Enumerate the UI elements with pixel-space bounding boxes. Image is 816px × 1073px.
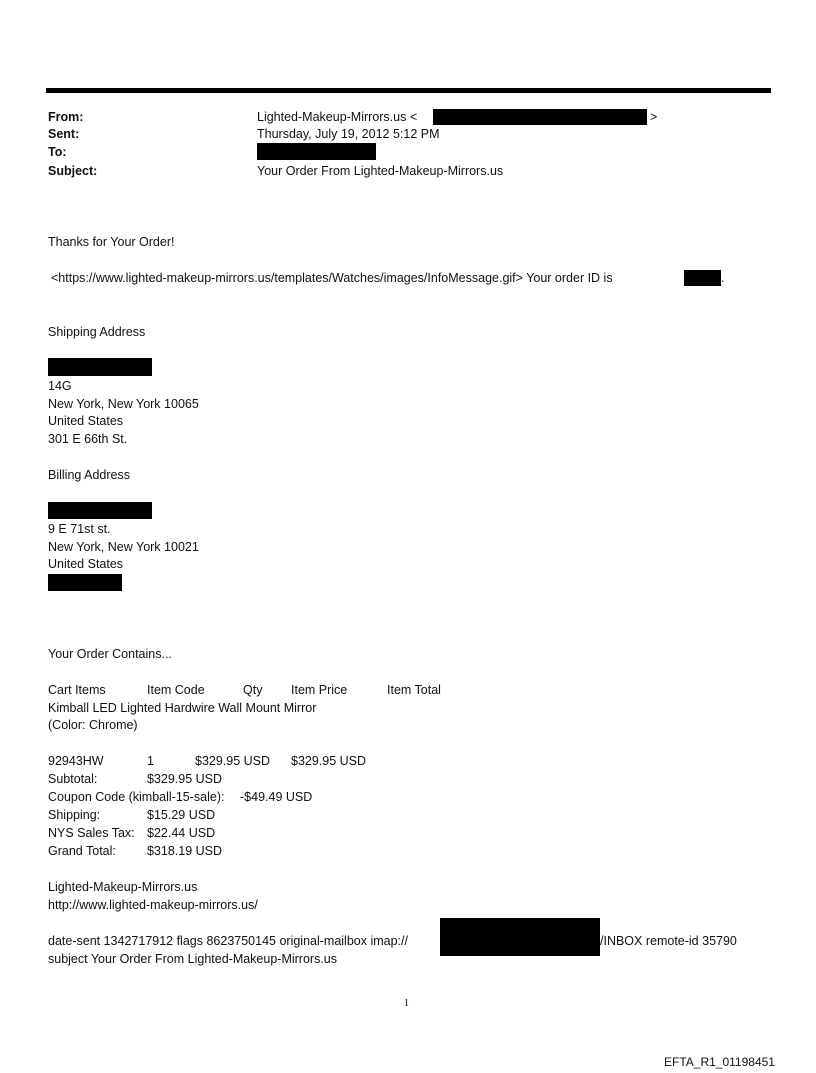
thanks-heading: Thanks for Your Order!: [48, 235, 175, 249]
shipping-cost-label: Shipping:: [48, 808, 101, 822]
column-header: Item Code: [147, 683, 205, 697]
billing-line: New York, New York 10021: [48, 540, 199, 554]
from-value: Lighted-Makeup-Mirrors.us <: [257, 110, 418, 124]
document-id: EFTA_R1_01198451: [664, 1055, 775, 1069]
from-tail: >: [650, 110, 658, 124]
info-end: .: [721, 271, 725, 285]
column-header: Qty: [243, 683, 263, 697]
item-price: $329.95 USD: [195, 754, 271, 768]
billing-line: United States: [48, 557, 124, 571]
sent-value: Thursday, July 19, 2012 5:12 PM: [257, 127, 440, 141]
shipping-line: 14G: [48, 379, 72, 393]
redaction-shipping-name: [48, 358, 152, 376]
meta-line-start: date-sent 1342717912 flags 8623750145 original-mailbox imap://: [48, 934, 408, 948]
redaction-billing-extra: [48, 574, 122, 591]
product-color: (Color: Chrome): [48, 718, 138, 732]
shipping-line: New York, New York 10065: [48, 397, 199, 411]
column-header: Cart Items: [48, 683, 106, 697]
subject-value: Your Order From Lighted-Makeup-Mirrors.us: [257, 164, 504, 178]
coupon-label: Coupon Code (kimball-15-sale):: [48, 790, 225, 804]
page-number: 1: [404, 998, 409, 1009]
meta-line-end: /INBOX remote-id 35790: [600, 934, 737, 948]
to-label: To:: [48, 145, 67, 159]
sales-tax-label: NYS Sales Tax:: [48, 826, 135, 840]
column-header: Item Total: [387, 683, 441, 697]
item-code: 92943HW: [48, 754, 104, 768]
shipping-title: Shipping Address: [48, 325, 146, 339]
from-label: From:: [48, 110, 84, 124]
subject-label: Subject:: [48, 164, 98, 178]
order-contains-heading: Your Order Contains...: [48, 647, 172, 661]
sent-label: Sent:: [48, 127, 80, 141]
item-qty: 1: [147, 754, 154, 768]
grand-total-label: Grand Total:: [48, 844, 116, 858]
billing-title: Billing Address: [48, 468, 130, 482]
subtotal-label: Subtotal:: [48, 772, 98, 786]
column-header: Item Price: [291, 683, 348, 697]
store-url: http://www.lighted-makeup-mirrors.us/: [48, 898, 258, 912]
billing-line: 9 E 71st st.: [48, 522, 111, 536]
item-total: $329.95 USD: [291, 754, 367, 768]
redaction-mailbox: [440, 918, 600, 956]
sales-tax-value: $22.44 USD: [147, 826, 216, 840]
shipping-line: 301 E 66th St.: [48, 432, 128, 446]
grand-total-value: $318.19 USD: [147, 844, 223, 858]
subtotal-value: $329.95 USD: [147, 772, 223, 786]
redaction-from-email: [433, 109, 647, 125]
store-name: Lighted-Makeup-Mirrors.us: [48, 880, 198, 894]
meta-subject-line: subject Your Order From Lighted-Makeup-Mirrors.us: [48, 952, 338, 966]
shipping-line: United States: [48, 414, 124, 428]
redaction-to: [257, 143, 376, 160]
coupon-value: -$49.49 USD: [240, 790, 313, 804]
info-line: <https://www.lighted-makeup-mirrors.us/templates/Watches/images/InfoMessage.gif> Your order ID is: [51, 271, 613, 285]
redaction-order-id: [684, 270, 721, 286]
header-rule: [46, 88, 771, 93]
product-name: Kimball LED Lighted Hardwire Wall Mount Mirror: [48, 701, 317, 715]
redaction-billing-name: [48, 502, 152, 519]
shipping-cost-value: $15.29 USD: [147, 808, 216, 822]
